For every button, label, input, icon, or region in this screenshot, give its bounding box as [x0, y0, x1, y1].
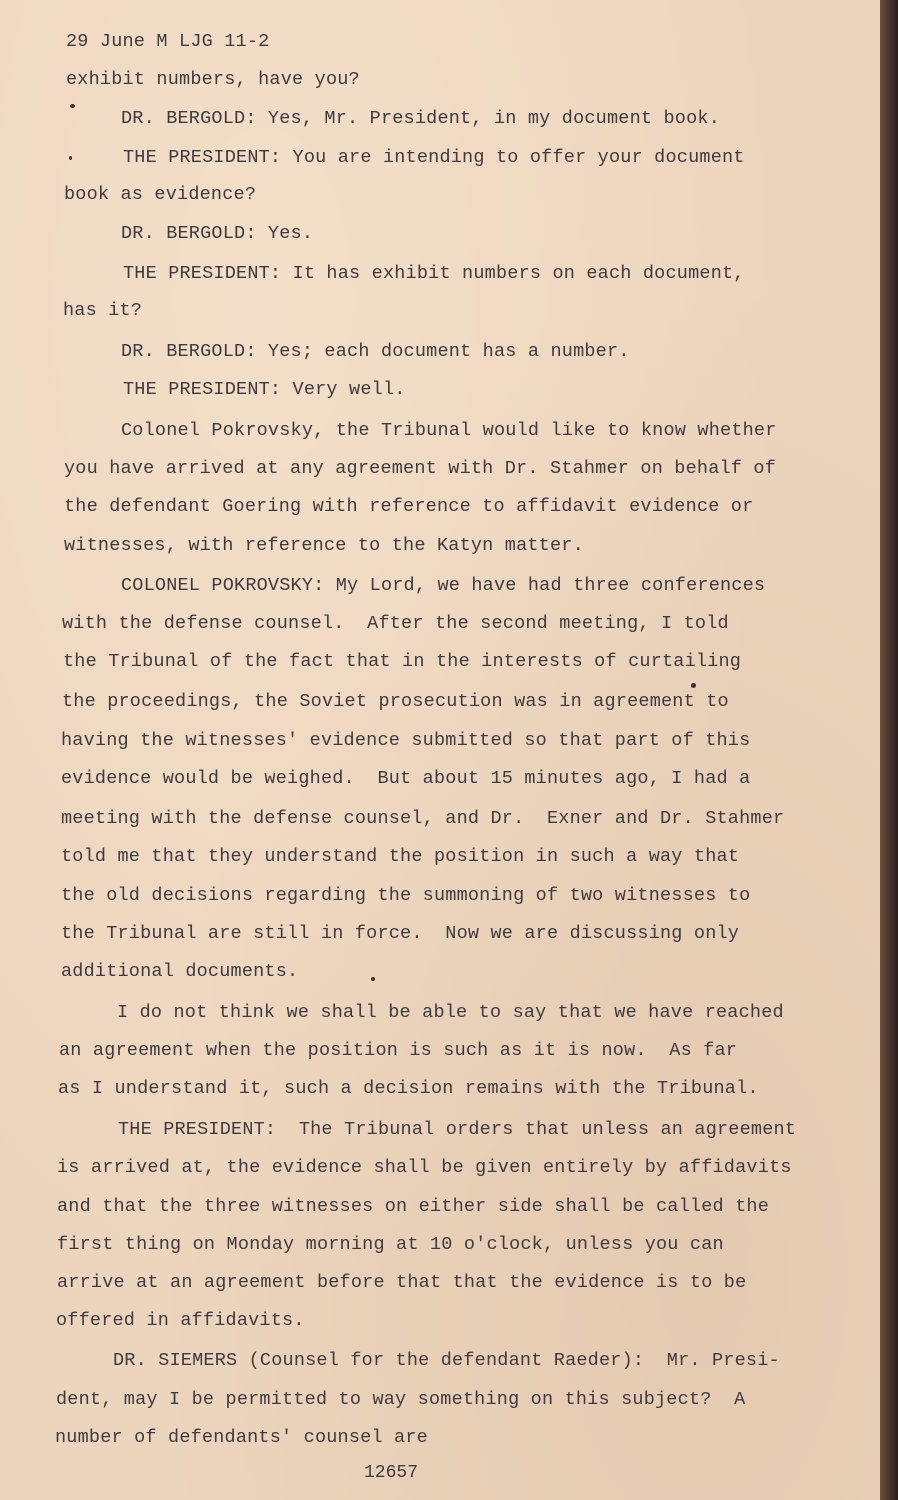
page-number: 12657: [364, 1463, 419, 1483]
paper-speck: [371, 977, 375, 981]
text-line: and that the three witnesses on either side shall be called the: [57, 1196, 770, 1217]
text-line: number of defendants' counsel are: [55, 1427, 428, 1448]
text-line: offered in affidavits.: [56, 1310, 305, 1331]
text-line: evidence would be weighed. But about 15 minutes ago, I had a: [61, 768, 751, 789]
text-line: first thing on Monday morning at 10 o'clock, unless you can: [57, 1234, 724, 1255]
text-line: you have arrived at any agreement with Dr. Stahmer on behalf of: [64, 458, 777, 479]
text-line: dent, may I be permitted to way something on this subject? A: [56, 1389, 746, 1410]
page-edge: [880, 0, 898, 1500]
text-line: the Tribunal are still in force. Now we are discussing only: [61, 923, 740, 944]
text-line: the old decisions regarding the summoning of two witnesses to: [61, 885, 751, 906]
text-line: told me that they understand the position in such a way that: [61, 846, 740, 867]
text-line: COLONEL POKROVSKY: My Lord, we have had three conferences: [121, 575, 766, 596]
text-line: book as evidence?: [64, 184, 257, 205]
text-line: I do not think we shall be able to say that we have reached: [117, 1002, 784, 1023]
text-line: is arrived at, the evidence shall be given entirely by affidavits: [57, 1157, 792, 1178]
text-line: THE PRESIDENT: The Tribunal orders that unless an agreement: [118, 1119, 797, 1140]
text-line: meeting with the defense counsel, and Dr. Exner and Dr. Stahmer: [61, 808, 785, 829]
paper-speck: [691, 683, 696, 688]
text-line: the proceedings, the Soviet prosecution was in agreement to: [62, 691, 729, 712]
text-line: THE PRESIDENT: Very well.: [123, 379, 406, 400]
text-line: DR. SIEMERS (Counsel for the defendant Raeder): Mr. Presi-: [113, 1350, 780, 1371]
text-line: with the defense counsel. After the second meeting, I told: [62, 613, 729, 634]
text-line: witnesses, with reference to the Katyn matter.: [64, 535, 584, 556]
text-line: arrive at an agreement before that that the evidence is to be: [57, 1272, 747, 1293]
text-line: Colonel Pokrovsky, the Tribunal would like to know whether: [121, 420, 777, 441]
text-line: DR. BERGOLD: Yes.: [121, 223, 314, 244]
text-line: has it?: [63, 300, 143, 321]
paper-speck: [69, 156, 72, 160]
text-line: exhibit numbers, have you?: [66, 69, 360, 90]
text-line: having the witnesses' evidence submitted so that part of this: [61, 730, 751, 751]
text-line: DR. BERGOLD: Yes; each document has a number.: [121, 341, 630, 362]
text-line: additional documents.: [61, 961, 299, 982]
text-line: THE PRESIDENT: It has exhibit numbers on each document,: [123, 263, 745, 284]
text-line: the Tribunal of the fact that in the interests of curtailing: [63, 651, 742, 672]
text-line: THE PRESIDENT: You are intending to offer your document: [123, 147, 745, 168]
text-line: as I understand it, such a decision remains with the Tribunal.: [58, 1078, 759, 1099]
text-line: DR. BERGOLD: Yes, Mr. President, in my document book.: [121, 108, 720, 129]
paper-speck: [70, 104, 75, 108]
text-line: an agreement when the position is such as it is now. As far: [59, 1040, 738, 1061]
text-line: the defendant Goering with reference to affidavit evidence or: [64, 496, 754, 517]
page-header: 29 June M LJG 11-2: [66, 31, 270, 52]
